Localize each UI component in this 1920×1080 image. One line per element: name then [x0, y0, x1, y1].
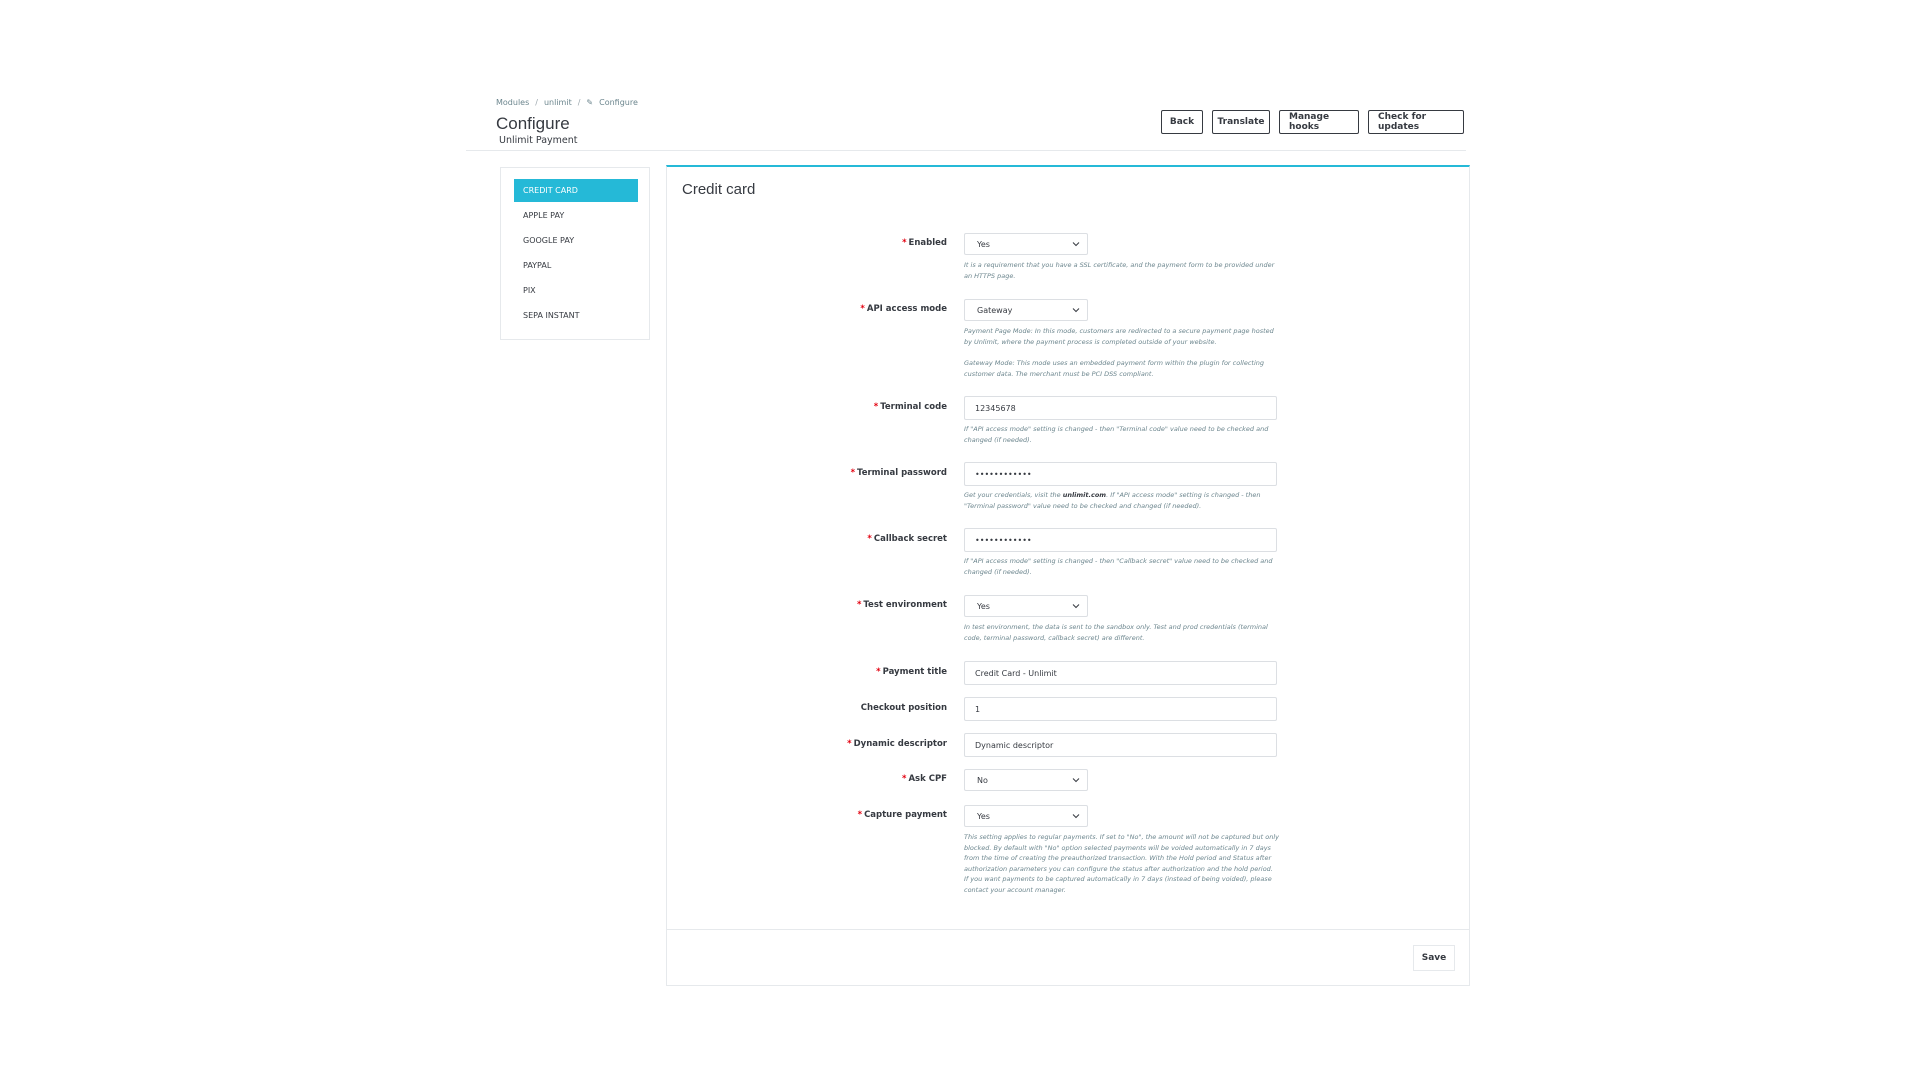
manage-hooks-button[interactable]: Manage hooks [1279, 110, 1359, 134]
field-label: * Dynamic descriptor [847, 739, 947, 749]
breadcrumb-separator: / [535, 98, 538, 107]
enabled-help: It is a requirement that you have a SSL certificate, and the payment form to be provided under an HTTPS page. [964, 261, 1275, 280]
breadcrumb [496, 98, 638, 107]
payment-methods-sidebar [500, 167, 650, 340]
credit-card-panel [666, 165, 1470, 986]
toolbar [1161, 110, 1464, 134]
sidebar-item-label: PIX [523, 286, 536, 295]
sidebar-item-label: CREDIT CARD [523, 186, 578, 195]
field-label: * Ask CPF [902, 774, 947, 784]
test-environment-select[interactable]: Yes [964, 595, 1088, 617]
chevron-down-icon [1071, 601, 1081, 611]
payment-title-input[interactable]: Credit Card - Unlimit [964, 661, 1277, 685]
chevron-down-icon [1071, 811, 1081, 821]
breadcrumb-configure: Configure [599, 98, 638, 107]
field-label: * API access mode [860, 304, 947, 314]
required-marker: * [873, 402, 879, 412]
field-label: * Callback secret [867, 534, 947, 544]
enabled-select[interactable]: Yes [964, 233, 1088, 255]
dynamic-descriptor-input[interactable]: Dynamic descriptor [964, 733, 1277, 757]
required-marker: * [847, 739, 852, 749]
api-mode-help-gateway: Gateway Mode: This mode uses an embedded payment form within the plugin for collecting customer data. The merchant must be PCI DSS compliant. [964, 359, 1264, 378]
page-subtitle: Unlimit Payment [499, 135, 578, 146]
capture-payment-select[interactable]: Yes [964, 805, 1088, 827]
sidebar-item-label: APPLE PAY [523, 211, 565, 220]
field-label: * Terminal code [873, 402, 947, 412]
api-mode-help-payment-page: Payment Page Mode: In this mode, customers are redirected to a secure payment page hosted by Unlimit, where the payment process is completed outside of your website. [964, 327, 1274, 346]
required-marker: * [876, 667, 881, 677]
translate-button[interactable]: Translate [1212, 110, 1270, 134]
callback-secret-input[interactable]: •••••••••••• [964, 528, 1277, 552]
chevron-down-icon [1071, 775, 1081, 785]
sidebar-item-label: PAYPAL [523, 261, 552, 270]
breadcrumb-separator: / [577, 98, 581, 107]
required-marker: * [902, 774, 907, 784]
back-button[interactable]: Back [1161, 110, 1203, 134]
unlimit-link[interactable]: unlimit.com [1062, 491, 1107, 499]
sidebar-item-google-pay[interactable] [514, 229, 638, 252]
sidebar-item-sepa-instant[interactable] [514, 304, 638, 327]
page-header [466, 0, 1466, 151]
required-marker: * [856, 600, 862, 610]
field-label: * Test environment [856, 600, 947, 610]
sidebar-item-paypal[interactable] [514, 254, 638, 277]
test-environment-help: In test environment, the data is sent to the sandbox only. Test and prod credentials (terminal code, terminal password, callback secret) are different. [964, 623, 1268, 642]
field-label: * Capture payment [857, 810, 947, 820]
capture-payment-help: This setting applies to regular payments. If set to "No", the amount will not be captured but only blocked. By default with "No" option selected payments will be voided automatically in 7 days from the time of creating the preauthorized transaction. With the Hold period and Status after authorization parameters you can configure the status after authorization and the hold period. If you want payments to be captured automatically in 7 days (instead of being voided), please contact your account manager. [964, 833, 1279, 894]
sidebar-item-credit-card[interactable] [514, 179, 638, 202]
required-marker: * [860, 304, 865, 314]
sidebar-item-label: GOOGLE PAY [523, 236, 575, 245]
required-marker: * [850, 468, 856, 478]
breadcrumb-modules[interactable]: Modules [496, 98, 530, 107]
chevron-down-icon [1071, 305, 1081, 315]
wrench-icon: ✎ [586, 98, 594, 107]
callback-secret-help: If "API access mode" setting is changed - then "Callback secret" value need to be checked and changed (if needed). [964, 557, 1273, 576]
required-marker: * [857, 810, 863, 820]
checkout-position-input[interactable]: 1 [964, 697, 1277, 721]
required-marker: * [902, 238, 907, 248]
api-access-mode-select[interactable]: Gateway [964, 299, 1088, 321]
page-title: Configure [496, 114, 570, 133]
chevron-down-icon [1071, 239, 1081, 249]
panel-footer-divider [667, 929, 1469, 930]
panel-title: Credit card [682, 181, 756, 198]
field-label: * Enabled [902, 238, 947, 248]
ask-cpf-select[interactable]: No [964, 769, 1088, 791]
field-label: * Payment title [876, 667, 947, 677]
check-updates-button[interactable]: Check for updates [1368, 110, 1464, 134]
terminal-code-input[interactable]: 12345678 [964, 396, 1277, 420]
breadcrumb-unlimit[interactable]: unlimit [543, 98, 572, 107]
terminal-code-help: If "API access mode" setting is changed - then "Terminal code" value need to be checked and changed (if needed). [964, 425, 1269, 444]
sidebar-item-apple-pay[interactable] [514, 204, 638, 227]
field-label: Checkout position [860, 703, 947, 713]
sidebar-item-label: SEPA INSTANT [523, 311, 580, 320]
terminal-password-input[interactable]: •••••••••••• [964, 462, 1277, 486]
save-button[interactable]: Save [1413, 945, 1455, 971]
required-marker: * [867, 534, 872, 544]
sidebar-item-pix[interactable] [514, 279, 638, 302]
field-label: * Terminal password [850, 468, 947, 478]
terminal-password-help: Get your credentials, visit the unlimit.com. If "API access mode" setting is changed - then "Terminal password" value need to be checked and changed (if needed). [964, 491, 1261, 510]
